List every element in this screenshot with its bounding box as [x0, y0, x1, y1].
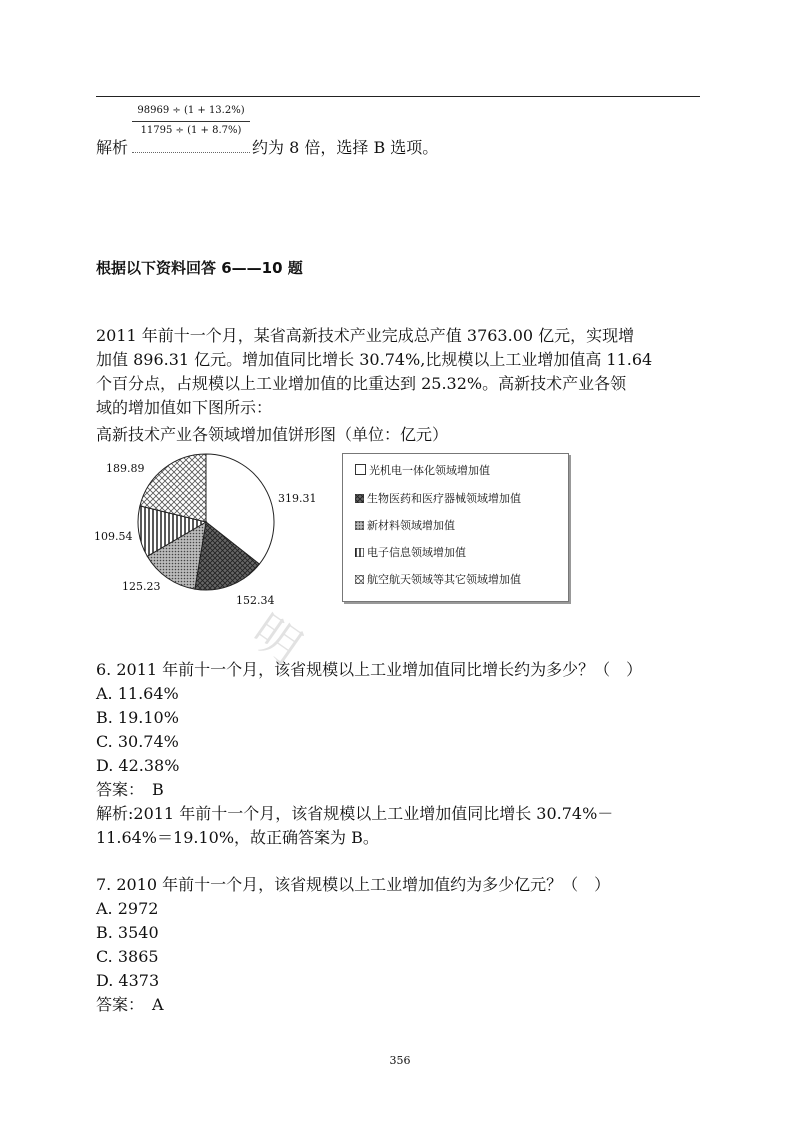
- question-option: C. 3865: [96, 947, 159, 966]
- question-option: D. 42.38%: [96, 756, 180, 775]
- intro-line: 加值 896.31 亿元。增加值同比增长 30.74%,比规模以上工业增加值高 11.64: [96, 350, 653, 369]
- question-answer: 答案： A: [96, 995, 164, 1014]
- fraction-denominator: 11795 ÷ (1 + 8.7%): [140, 125, 242, 136]
- intro-line: 2011 年前十一个月，某省高新技术产业完成总产值 3763.00 亿元，实现增: [96, 326, 635, 345]
- question-stem: 7. 2010 年前十一个月，该省规模以上工业增加值约为多少亿元？（ ）: [96, 875, 611, 894]
- legend-swatch: [355, 575, 364, 584]
- fraction-dotted-line: [132, 152, 250, 153]
- legend-text: 航空航天领域等其它领域增加值: [367, 573, 521, 586]
- legend-swatch: [355, 494, 364, 503]
- question-option: D. 4373: [96, 971, 160, 990]
- legend-swatch: [355, 521, 364, 530]
- legend-text: 光机电一体化领域增加值: [369, 464, 490, 477]
- legend-item: [355, 519, 455, 533]
- question-option: C. 30.74%: [96, 732, 179, 751]
- question-option: B. 19.10%: [96, 708, 179, 727]
- legend-item: [355, 464, 490, 478]
- legend-text: 新材料领域增加值: [367, 519, 455, 532]
- chart-legend: [342, 453, 569, 602]
- header-rule: [96, 96, 700, 97]
- question-option: A. 2972: [96, 899, 159, 918]
- solution-fraction: [132, 104, 250, 138]
- legend-item: [355, 546, 466, 560]
- legend-text: 电子信息领域增加值: [367, 546, 466, 559]
- intro-line: 个百分点，占规模以上工业增加值的比重达到 25.32%。高新技术产业各领: [96, 374, 627, 393]
- solution-label: 解析: [96, 138, 129, 157]
- fraction-numerator: 98969 ÷ (1 + 13.2%): [132, 104, 250, 122]
- legend-swatch: [355, 548, 364, 557]
- pie-label: 319.31: [278, 492, 317, 505]
- legend-item: [355, 573, 521, 587]
- question-option: B. 3540: [96, 923, 159, 942]
- pie-label: 109.54: [94, 530, 133, 543]
- pie-label: 189.89: [106, 462, 145, 475]
- solution-tail: 约为 8 倍，选择 B 选项。: [252, 138, 439, 157]
- legend-text: 生物医药和医疗器械领域增加值: [367, 492, 521, 505]
- pie-label: 125.23: [122, 580, 161, 593]
- watermark: 明: [242, 604, 315, 677]
- intro-line: 域的增加值如下图所示：: [96, 398, 273, 417]
- pie-label: 152.34: [236, 594, 275, 607]
- legend-swatch: [355, 464, 366, 475]
- chart-caption: 高新技术产业各领域增加值饼形图（单位：亿元）: [96, 425, 449, 444]
- question-explanation: 11.64%＝19.10%，故正确答案为 B。: [96, 828, 379, 847]
- question-explanation: 解析:2011 年前十一个月，该省规模以上工业增加值同比增长 30.74%－: [96, 804, 614, 823]
- question-option: A. 11.64%: [96, 684, 179, 703]
- page-number: 356: [389, 1054, 411, 1067]
- legend-item: [355, 492, 521, 506]
- question-stem: 6. 2011 年前十一个月，该省规模以上工业增加值同比增长约为多少？（ ）: [96, 660, 643, 679]
- question-answer: 答案： B: [96, 780, 164, 799]
- section-heading: 根据以下资料回答 6——10 题: [96, 259, 303, 277]
